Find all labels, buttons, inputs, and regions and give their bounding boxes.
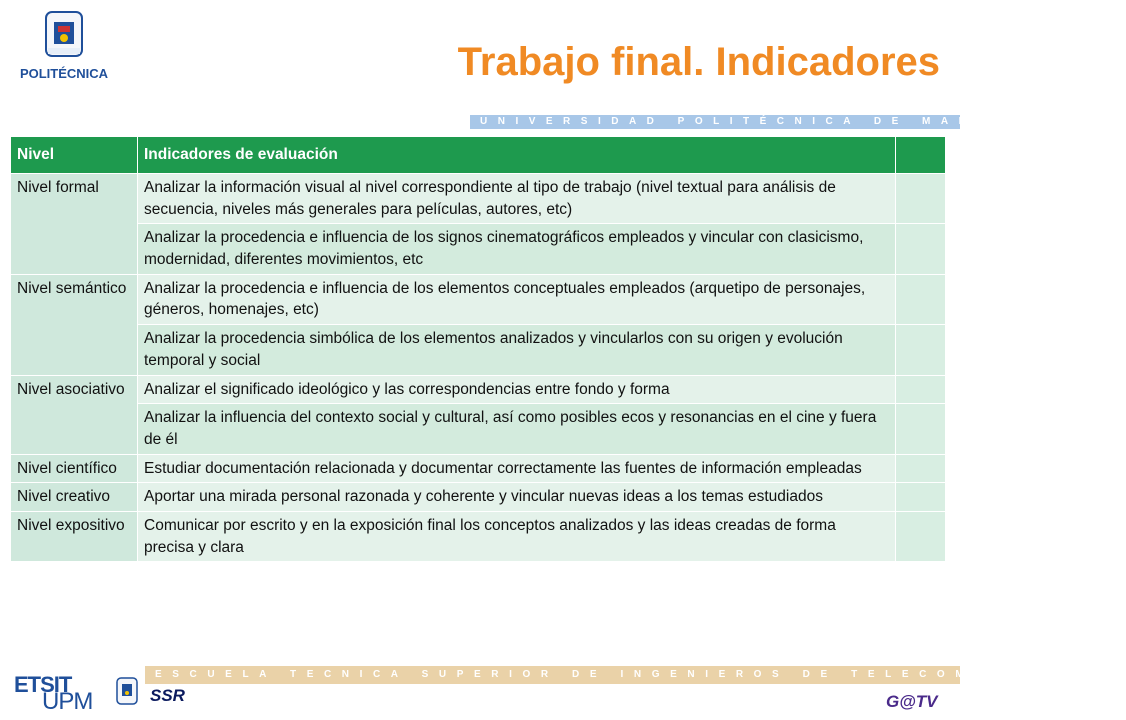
level-cell: Nivel científico bbox=[11, 454, 138, 483]
table-row bbox=[11, 454, 946, 483]
ssr-logo: SSR bbox=[150, 686, 185, 705]
level-cell: Nivel expositivo bbox=[11, 511, 138, 561]
indicator-cell: Aportar una mirada personal razonada y coherente y vincular nuevas ideas a los temas estudiados bbox=[138, 483, 896, 512]
extra-cell bbox=[896, 511, 946, 561]
table-row bbox=[11, 174, 946, 224]
extra-cell bbox=[896, 483, 946, 512]
level-cell: Nivel creativo bbox=[11, 483, 138, 512]
upm-logo bbox=[12, 10, 116, 96]
extra-cell bbox=[896, 454, 946, 483]
school-stripe bbox=[145, 666, 1126, 684]
table-row bbox=[11, 375, 946, 404]
table-row bbox=[11, 483, 946, 512]
logo-text: POLITÉCNICA bbox=[19, 66, 109, 81]
level-cell: Nivel formal bbox=[11, 174, 138, 275]
table-row bbox=[11, 404, 946, 454]
indicator-cell: Analizar el significado ideológico y las correspondencias entre fondo y forma bbox=[138, 375, 896, 404]
table-header-row bbox=[11, 137, 946, 174]
gatv-logo bbox=[880, 688, 950, 718]
indicator-cell: Analizar la procedencia simbólica de los elementos analizados y vincularlos con su origen y evolución temporal y social bbox=[138, 325, 896, 375]
level-cell: Nivel semántico bbox=[11, 274, 138, 375]
school-stripe-text: ESCUELA TECNICA SUPERIOR DE INGENIEROS DE TELECOMUNICACIÓN bbox=[155, 669, 1126, 680]
upm-footer-logo: UPM bbox=[42, 688, 93, 715]
indicator-cell: Analizar la información visual al nivel correspondiente al tipo de trabajo (nivel textual para análisis de secuencia, niveles más generales para películas, autores, etc) bbox=[138, 174, 896, 224]
indicator-cell: Analizar la procedencia e influencia de los elementos conceptuales empleados (arquetipo de personajes, géneros, homenajes, etc) bbox=[138, 274, 896, 324]
indicator-cell: Analizar la influencia del contexto social y cultural, así como posibles ecos y resonancias en el cine y fuera de él bbox=[138, 404, 896, 454]
footer-logos bbox=[14, 668, 214, 720]
header-indicadores: Indicadores de evaluación bbox=[138, 137, 896, 174]
crest-icon bbox=[12, 10, 116, 96]
table-row bbox=[11, 274, 946, 324]
university-stripe bbox=[470, 115, 1026, 129]
header-nivel: Nivel bbox=[11, 137, 138, 174]
indicator-cell: Estudiar documentación relacionada y documentar correctamente las fuentes de información empleadas bbox=[138, 454, 896, 483]
crest-small-icon bbox=[114, 676, 140, 706]
university-stripe-text: UNIVERSIDAD POLITÉCNICA DE MADRID bbox=[480, 116, 1026, 127]
table-row bbox=[11, 511, 946, 561]
extra-cell bbox=[896, 224, 946, 274]
extra-cell bbox=[896, 274, 946, 324]
gatv-logo-text: G@TV bbox=[886, 692, 938, 711]
indicator-cell: Analizar la procedencia e influencia de los signos cinematográficos empleados y vincular con clasicismo, modernidad, diferentes movimientos, etc bbox=[138, 224, 896, 274]
table-row bbox=[11, 325, 946, 375]
extra-cell bbox=[896, 325, 946, 375]
page-title: Trabajo final. Indicadores bbox=[457, 40, 940, 84]
extra-cell bbox=[896, 404, 946, 454]
extra-cell bbox=[896, 174, 946, 224]
indicator-cell: Comunicar por escrito y en la exposición final los conceptos analizados y las ideas creadas de forma precisa y clara bbox=[138, 511, 896, 561]
table-row bbox=[11, 224, 946, 274]
extra-cell bbox=[896, 375, 946, 404]
indicators-table bbox=[10, 136, 946, 562]
level-cell: Nivel asociativo bbox=[11, 375, 138, 454]
header-extra bbox=[896, 137, 946, 174]
etsit-logo: ETSIT bbox=[14, 672, 72, 697]
